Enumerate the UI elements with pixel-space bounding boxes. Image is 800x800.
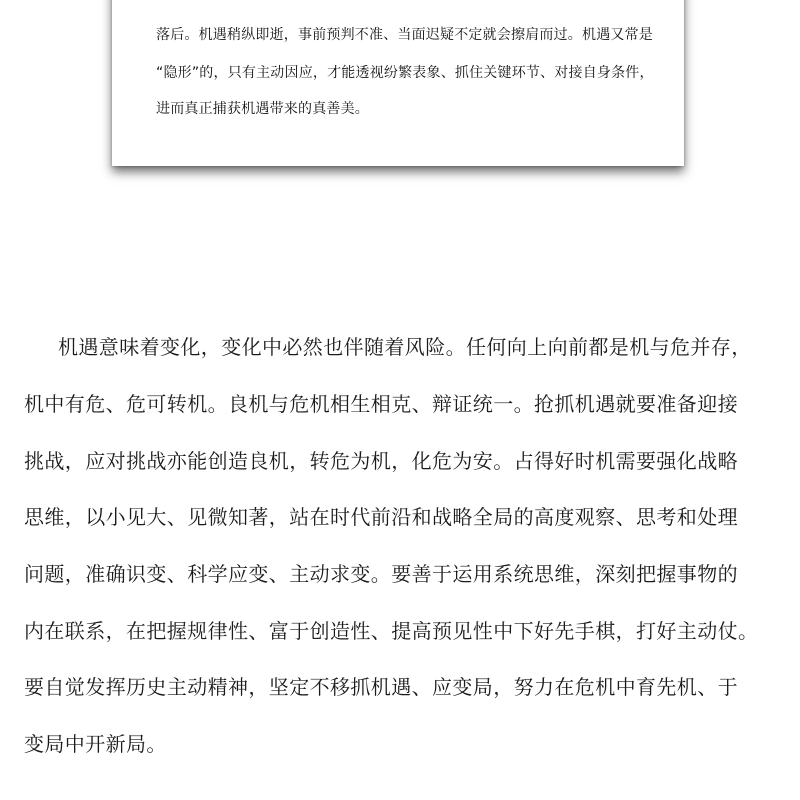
quote-card — [112, 0, 684, 166]
article-line-8: 变局中开新局。 — [24, 732, 167, 756]
article-line-7: 要自觉发挥历史主动精神，坚定不移抓机遇、应变局，努力在危机中育先机、于 — [24, 675, 738, 699]
article-line-2: 机中有危、危可转机。良机与危机相生相克、辩证统一。抢抓机遇就要准备迎接 — [24, 392, 738, 416]
quote-line-3: “隐形”的，只有主动因应，才能透视纷繁表象、抓住关键环节、对接自身条件， — [156, 65, 654, 81]
article-line-1: 机遇意味着变化，变化中必然也伴随着风险。任何向上向前都是机与危并存， — [58, 335, 752, 359]
article-line-3: 挑战，应对挑战亦能创造良机，转危为机，化危为安。占得好时机需要强化战略 — [24, 449, 738, 473]
article-line-6: 内在联系，在把握规律性、富于创造性、提高预见性中下好先手棋，打好主动仗。 — [24, 619, 759, 643]
quote-line-2: 落后。机遇稍纵即逝，事前预判不准、当面迟疑不定就会擦肩而过。机遇又常是 — [156, 27, 653, 43]
article-line-4: 思维，以小见大、见微知著，站在时代前沿和战略全局的高度观察、思考和处理 — [24, 505, 738, 529]
quote-line-4: 进而真正捕获机遇带来的真善美。 — [156, 101, 369, 117]
article-line-5: 问题，准确识变、科学应变、主动求变。要善于运用系统思维，深刻把握事物的 — [24, 562, 738, 586]
